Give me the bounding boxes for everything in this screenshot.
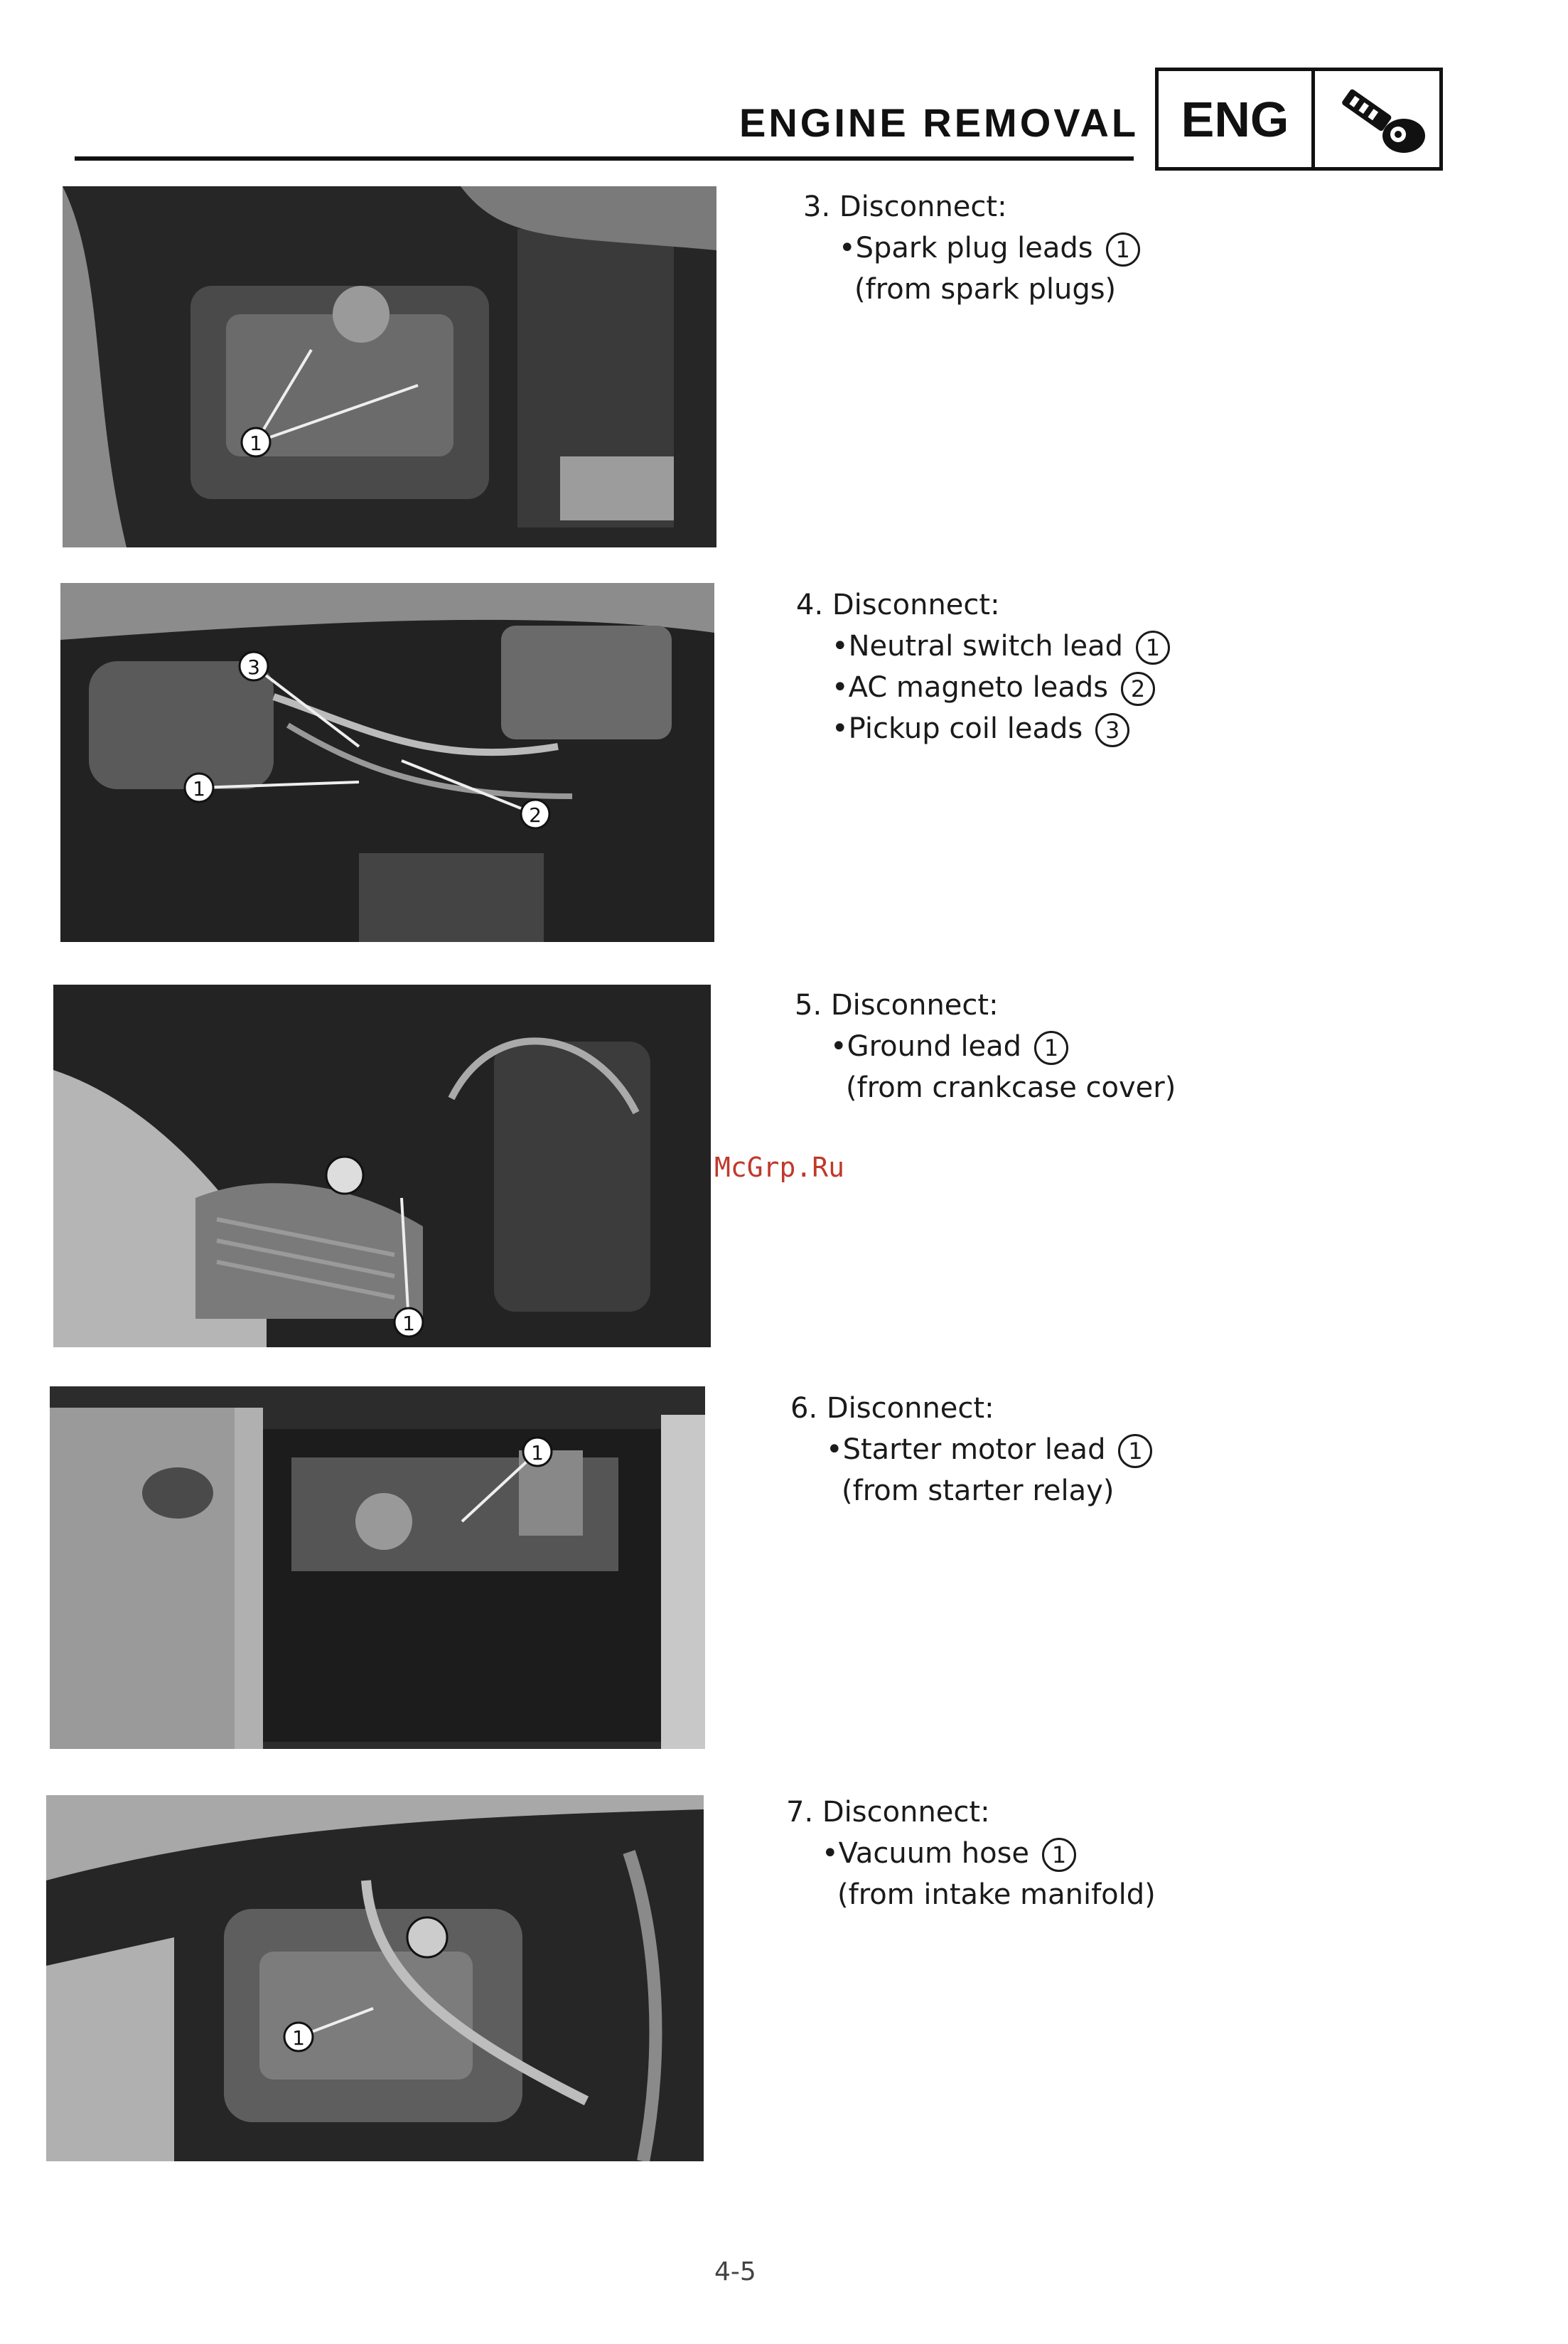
step-heading: 6. Disconnect: bbox=[790, 1392, 994, 1425]
photo-neutral-magneto-pickup-leads bbox=[60, 583, 714, 942]
callout-label: 3 bbox=[247, 655, 260, 679]
step-item bbox=[796, 626, 1170, 667]
step-3 bbox=[803, 186, 1140, 310]
ref-number: 1 bbox=[1118, 1434, 1152, 1468]
step-item bbox=[796, 667, 1170, 708]
step-note: (from spark plugs) bbox=[854, 273, 1117, 306]
item-text: •Vacuum hose bbox=[822, 1837, 1030, 1870]
item-text: •AC magneto leads bbox=[832, 671, 1109, 704]
step-item bbox=[790, 1429, 1152, 1470]
photo-vacuum-hose bbox=[46, 1795, 704, 2161]
header-rule bbox=[75, 156, 1134, 161]
step-item bbox=[803, 228, 1140, 269]
step-item bbox=[795, 1026, 1176, 1067]
photo-starter-motor-lead bbox=[50, 1386, 705, 1749]
ref-number: 2 bbox=[1121, 672, 1155, 706]
ref-number: 1 bbox=[1042, 1838, 1076, 1872]
step-5 bbox=[795, 985, 1176, 1108]
step-heading: 5. Disconnect: bbox=[795, 989, 999, 1022]
step-note: (from intake manifold) bbox=[837, 1878, 1156, 1911]
ref-number: 1 bbox=[1106, 232, 1140, 267]
item-text: •Pickup coil leads bbox=[832, 712, 1083, 745]
step-item bbox=[786, 1833, 1156, 1874]
page-number: 4-5 bbox=[714, 2257, 756, 2286]
callout-label: 1 bbox=[249, 432, 262, 455]
item-text: •Spark plug leads bbox=[839, 232, 1093, 264]
item-text: •Starter motor lead bbox=[826, 1433, 1106, 1466]
step-heading: 7. Disconnect: bbox=[786, 1796, 990, 1829]
step-4 bbox=[796, 584, 1170, 749]
item-text: •Neutral switch lead bbox=[832, 630, 1123, 663]
photo-spark-plug-leads bbox=[63, 186, 716, 547]
callout-label: 1 bbox=[193, 777, 205, 801]
ref-number: 1 bbox=[1136, 631, 1170, 665]
item-text: •Ground lead bbox=[830, 1030, 1022, 1063]
step-7 bbox=[786, 1792, 1156, 1915]
callout-label: 1 bbox=[292, 2026, 305, 2050]
section-label: ENG bbox=[1159, 71, 1315, 167]
step-note: (from starter relay) bbox=[842, 1475, 1115, 1507]
step-item bbox=[796, 708, 1170, 749]
callout-label: 2 bbox=[529, 803, 542, 827]
engine-wrench-icon bbox=[1315, 71, 1439, 167]
step-6 bbox=[790, 1388, 1152, 1511]
section-tab bbox=[1155, 68, 1443, 171]
step-heading: 4. Disconnect: bbox=[796, 589, 1000, 621]
photo-ground-lead bbox=[53, 985, 711, 1347]
ref-number: 1 bbox=[1034, 1031, 1068, 1065]
step-heading: 3. Disconnect: bbox=[803, 191, 1007, 223]
step-note: (from crankcase cover) bbox=[846, 1071, 1176, 1104]
callout-label: 1 bbox=[402, 1312, 415, 1335]
ref-number: 3 bbox=[1095, 713, 1129, 747]
page-title: ENGINE REMOVAL bbox=[739, 100, 1139, 145]
watermark: McGrp.Ru bbox=[714, 1152, 845, 1183]
callout-label: 1 bbox=[531, 1441, 544, 1465]
